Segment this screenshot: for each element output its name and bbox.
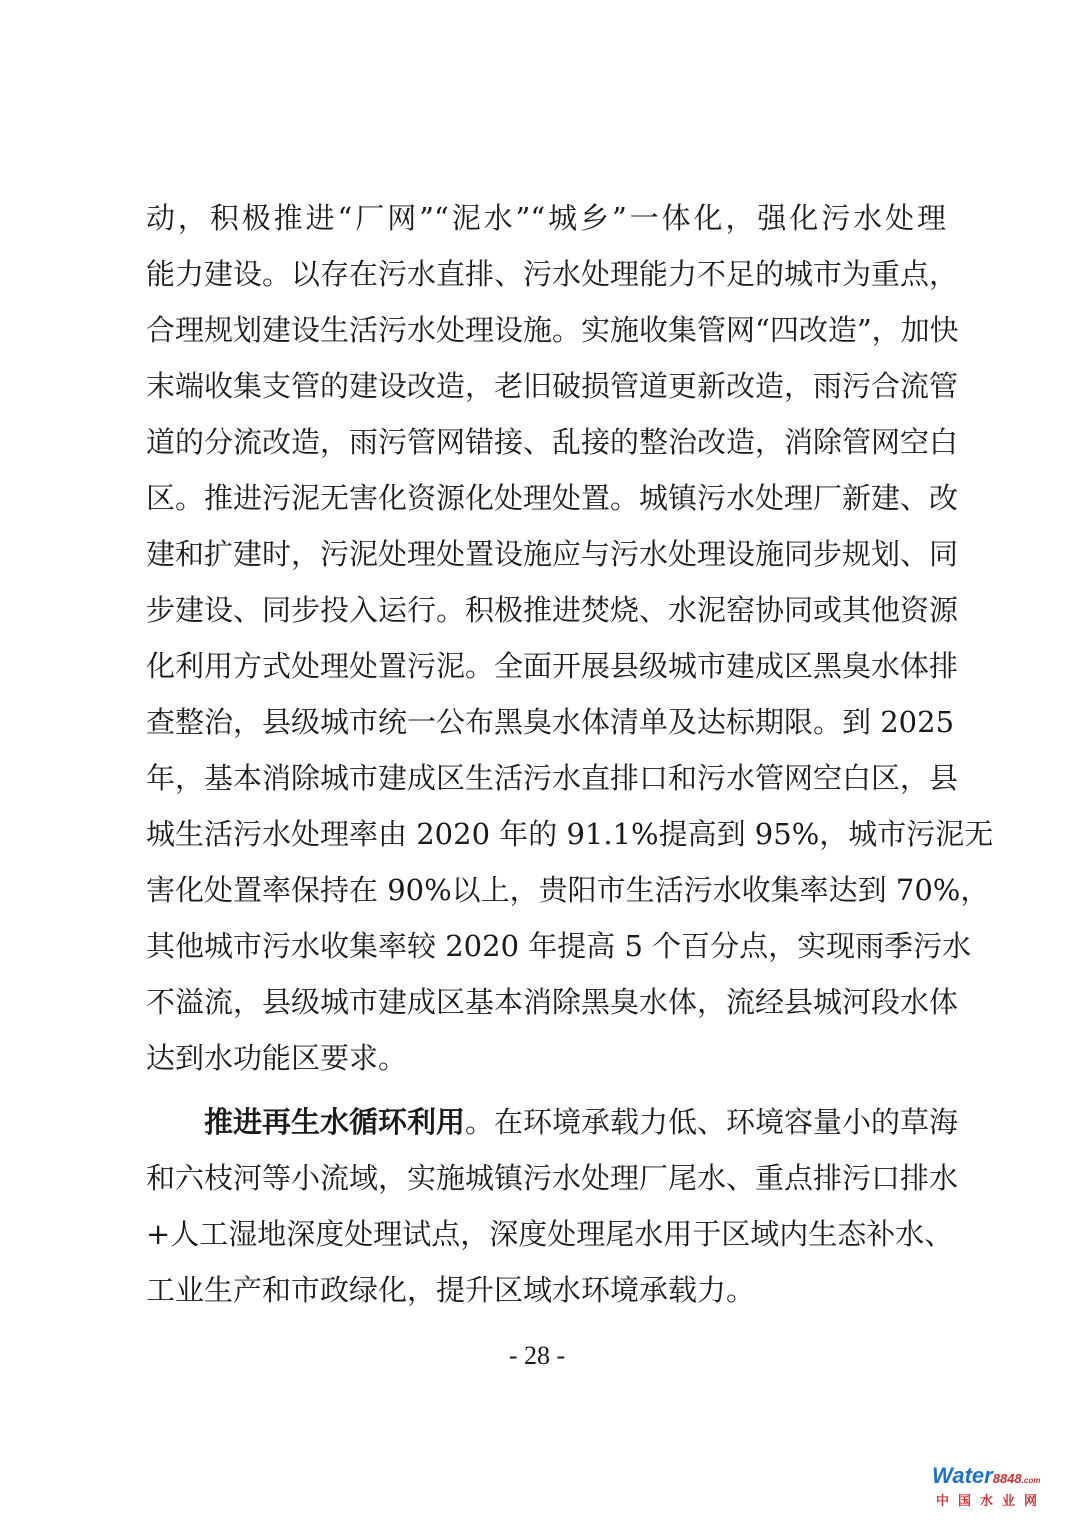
paragraph-2-line-4: 工业生产和市政绿化，提升区域水环境承载力。: [146, 1273, 756, 1307]
paragraph-1-line-2: 能力建设。以存在污水直排、污水处理能力不足的城市为重点，: [146, 257, 959, 291]
paragraph-1-line-12: 城生活污水处理率由 2020 年的 91.1%提高到 95%，城市污泥无: [146, 817, 994, 851]
paragraph-1-line-8: 步建设、同步投入运行。积极推进焚烧、水泥窑协同或其他资源: [146, 593, 959, 627]
paragraph-1-line-3: 合理规划建设生活污水处理设施。实施收集管网“四改造”，加快: [146, 313, 959, 347]
watermark-brand: [932, 1464, 1040, 1493]
watermark-word: Water: [932, 1463, 993, 1488]
paragraph-1-line-15: 不溢流，县级城市建成区基本消除黑臭水体，流经县城河段水体: [146, 985, 959, 1019]
watermark-site-name: 中国水业网: [936, 1494, 1047, 1509]
paragraph-1-line-4: 末端收集支管的建设改造，老旧破损管道更新改造，雨污合流管: [146, 369, 959, 403]
paragraph-1-line-16: 达到水功能区要求。: [146, 1041, 408, 1075]
paragraph-1-line-11: 年，基本消除城市建成区生活污水直排口和污水管网空白区，县: [146, 761, 959, 795]
paragraph-1-line-5: 道的分流改造，雨污管网错接、乱接的整治改造，消除管网空白: [146, 425, 959, 459]
paragraph-2-first-line: [204, 1094, 959, 1150]
paragraph-2-line-3: +人工湿地深度处理试点，深度处理尾水用于区域内生态补水、: [146, 1217, 954, 1251]
paragraph-1-line-1: 动，积极推进“厂网”“泥水”“城乡”一体化，强化污水处理: [146, 201, 946, 235]
watermark-suffix: .com: [1021, 1476, 1041, 1485]
paragraph-1-line-6: 区。推进污泥无害化资源化处理处置。城镇污水处理厂新建、改: [146, 481, 959, 515]
paragraph-1-line-13: 害化处置率保持在 90%以上，贵阳市生活污水收集率达到 70%，: [146, 873, 990, 907]
watermark-number: 8848: [992, 1471, 1022, 1486]
paragraph-1-line-9: 化利用方式处理处置污泥。全面开展县级城市建成区黑臭水体排: [146, 649, 959, 683]
watermark-logo: [932, 1464, 1062, 1510]
paragraph-2-line-2: 和六枝河等小流域，实施城镇污水处理厂尾水、重点排污口排水: [146, 1161, 959, 1195]
page-number: - 28 -: [508, 1341, 566, 1370]
paragraph-2-first-line-rest: 。在环境承载力低、环境容量小的草海: [465, 1105, 959, 1139]
paragraph-2-heading: 推进再生水循环利用: [204, 1105, 466, 1139]
paragraph-1-line-10: 查整治，县级城市统一公布黑臭水体清单及达标期限。到 2025: [146, 705, 955, 739]
paragraph-1-line-14: 其他城市污水收集率较 2020 年提高 5 个百分点，实现雨季污水: [146, 929, 972, 963]
paragraph-1-line-7: 建和扩建时，污泥处理处置设施应与污水处理设施同步规划、同: [146, 537, 959, 571]
